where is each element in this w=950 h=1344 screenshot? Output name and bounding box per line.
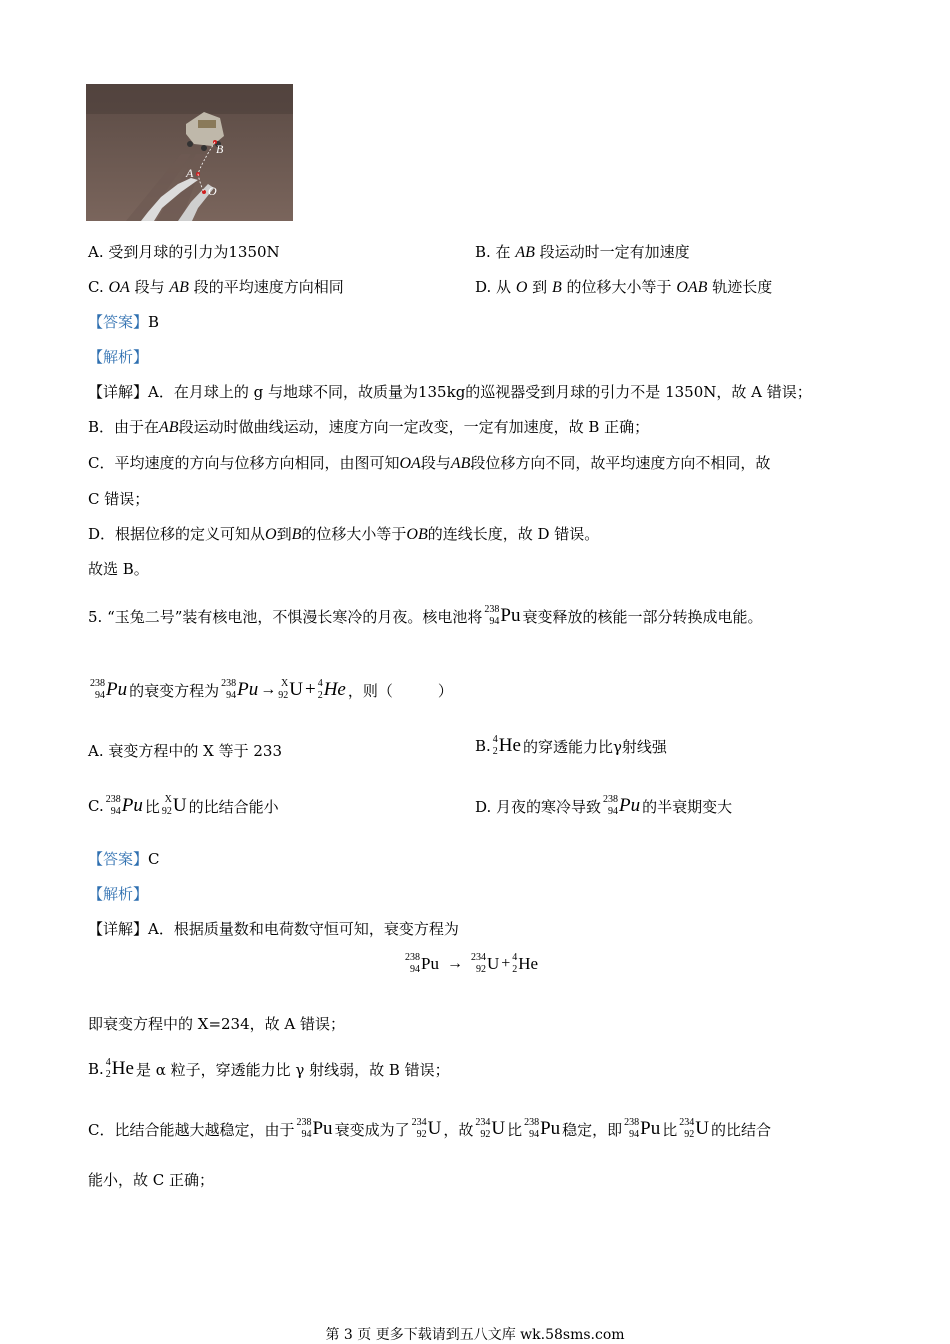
point-a-label: A	[186, 166, 194, 180]
text: 的连线长度，故 D 错误。	[427, 525, 600, 543]
mass: 234	[475, 1117, 491, 1128]
point-o-label: O	[208, 184, 217, 198]
text: 的衰变方程为	[129, 681, 220, 700]
q4-option-d	[475, 276, 772, 297]
q4-detail-c	[88, 452, 770, 473]
q4-detail-c-cont: C 错误；	[88, 490, 150, 508]
charge: 92	[475, 964, 486, 975]
text: C．平均速度的方向与位移方向相同，由图可知	[88, 454, 400, 472]
var: B	[551, 279, 562, 296]
mass: 238	[524, 1117, 540, 1128]
pu-nuclide	[90, 678, 127, 702]
symbol: U	[289, 679, 303, 700]
var: OA	[399, 455, 421, 472]
symbol: U	[172, 795, 187, 816]
symbol: Pu	[121, 795, 143, 816]
symbol: U	[695, 1118, 709, 1139]
var: AB	[450, 455, 471, 472]
q5-detail-b	[88, 1053, 450, 1085]
u-nuclide	[412, 1117, 442, 1141]
q5-option-a: A. 衰变方程中的 X 等于 233	[88, 742, 282, 760]
charge: 94	[529, 1129, 540, 1140]
symbol: Pu	[312, 1118, 333, 1139]
charge: 94	[489, 616, 500, 627]
text: 比	[507, 1120, 523, 1139]
text: B．由于在	[88, 418, 160, 436]
he-nuclide	[106, 1057, 134, 1081]
var: OB	[406, 526, 428, 543]
mass: 238	[221, 678, 237, 689]
text: C．比结合能越大越稳定，由于	[88, 1120, 295, 1139]
charge: 92	[278, 690, 289, 701]
q5-equation-line	[88, 674, 453, 706]
symbol: Pu	[237, 679, 259, 700]
text: 到	[532, 278, 548, 296]
q5-option-d	[475, 790, 732, 822]
text: 比	[662, 1120, 678, 1139]
symbol: Pu	[540, 1118, 561, 1139]
answer-value: C	[148, 850, 160, 868]
symbol: Pu	[421, 954, 439, 973]
pu-nuclide	[296, 1117, 332, 1141]
q4-answer	[88, 311, 159, 332]
lunar-rover-photo	[86, 84, 293, 221]
var: OAB	[676, 279, 708, 296]
symbol: Pu	[619, 795, 641, 816]
charge: 94	[301, 1129, 312, 1140]
q5-detail-a-result: 即衰变方程中的 X=234，故 A 错误；	[88, 1015, 346, 1033]
charge: 92	[480, 1129, 491, 1140]
text: 到	[276, 525, 292, 543]
he-nuclide	[493, 734, 521, 758]
mass: 238	[105, 794, 121, 805]
symbol: He	[518, 954, 539, 973]
page-footer: 第 3 页 更多下载请到五八文库 wk.58sms.com	[325, 1327, 625, 1343]
text: ，则（ ）	[347, 681, 453, 700]
q4-detail-d	[88, 523, 599, 544]
arrow: →	[446, 955, 463, 972]
pu-nuclide	[484, 604, 520, 628]
q5-option-c	[88, 790, 279, 822]
q5-detail-c-cont: 能小，故 C 正确；	[88, 1171, 215, 1189]
text: C.	[88, 797, 104, 815]
pu-nuclide	[524, 1117, 560, 1141]
charge: 2	[317, 690, 323, 701]
text: B.	[475, 737, 491, 755]
text: 衰变释放的核能一部分转换成电能。	[522, 607, 763, 626]
charge: 94	[410, 964, 420, 975]
mass: 4	[492, 734, 498, 745]
q5-decay-equation	[403, 948, 540, 980]
charge: 94	[95, 690, 105, 701]
point-b-label: B	[216, 142, 224, 156]
text: 的穿透能力比γ射线强	[522, 737, 667, 756]
q5-answer	[88, 848, 160, 869]
text: B.	[88, 1060, 104, 1078]
text: 段与	[134, 278, 165, 296]
var: O	[265, 526, 277, 543]
symbol: Pu	[500, 605, 521, 626]
text: 段位移方向不同，故平均速度方向不相同，故	[470, 454, 771, 472]
pu-nuclide	[405, 952, 439, 976]
q4-option-a	[88, 241, 280, 262]
text: 的半衰期变大	[642, 797, 733, 816]
u-nuclide	[162, 794, 187, 818]
charge: 2	[512, 964, 518, 975]
symbol: He	[323, 679, 346, 700]
q4-option-a-text: A. 受到月球的引力为1350N	[88, 243, 280, 261]
text: 段运动时做曲线运动，速度方向一定改变，一定有加速度，故 B 正确；	[178, 418, 650, 436]
charge: 2	[105, 1069, 111, 1080]
mass: X	[281, 678, 289, 689]
mass: 4	[105, 1057, 111, 1068]
symbol: Pu	[640, 1118, 661, 1139]
he-nuclide	[512, 952, 538, 976]
mass: 238	[405, 952, 420, 963]
symbol: He	[111, 1058, 134, 1079]
mass: 4	[317, 678, 323, 689]
text: 轨迹长度	[712, 278, 773, 296]
text: 段的平均速度方向相同	[193, 278, 344, 296]
charge: 92	[161, 806, 172, 817]
mass: 238	[484, 604, 500, 615]
symbol: U	[486, 954, 500, 973]
var: AB	[515, 244, 535, 261]
answer-tag: 【答案】	[88, 313, 149, 331]
q5-analysis-tag: 【解析】	[88, 885, 149, 903]
u-nuclide	[471, 952, 499, 976]
mass: 238	[603, 794, 619, 805]
var: OA	[108, 279, 130, 296]
text: C.	[88, 278, 104, 296]
text: 稳定，即	[562, 1120, 623, 1139]
text: 的位移大小等于	[566, 278, 672, 296]
u-nuclide	[679, 1117, 709, 1141]
mass: 238	[296, 1117, 312, 1128]
plus: +	[501, 955, 511, 972]
q5-detail-a: 【详解】A．根据质量数和电荷数守恒可知，衰变方程为	[88, 920, 459, 938]
mass: 4	[512, 952, 518, 963]
charge: 94	[608, 806, 619, 817]
answer-value: B	[148, 313, 160, 331]
symbol: U	[491, 1118, 506, 1139]
answer-tag: 【答案】	[88, 850, 149, 868]
text: D．根据位移的定义可知从	[88, 525, 266, 543]
q5-option-b	[475, 730, 667, 762]
q4-option-c	[88, 276, 344, 297]
he-nuclide	[318, 678, 346, 702]
arrow: →	[260, 681, 277, 698]
mass: 234	[411, 1117, 427, 1128]
pu-nuclide	[603, 794, 640, 818]
q4-analysis-tag: 【解析】	[88, 348, 149, 366]
q4-detail-b	[88, 416, 649, 437]
symbol: Pu	[106, 679, 128, 700]
q4-option-b	[475, 241, 690, 262]
mass: 238	[624, 1117, 640, 1128]
plus: +	[304, 679, 316, 700]
text: 的位移大小等于	[301, 525, 407, 543]
charge: 92	[684, 1129, 695, 1140]
symbol: U	[427, 1118, 442, 1139]
var: AB	[169, 279, 189, 296]
mass: 234	[679, 1117, 695, 1128]
pu-nuclide	[106, 794, 143, 818]
q5-detail-c	[88, 1113, 771, 1145]
charge: 94	[226, 690, 237, 701]
text: ，故	[443, 1120, 474, 1139]
charge: 94	[629, 1129, 640, 1140]
text: 的比结合	[711, 1120, 772, 1139]
charge: 94	[110, 806, 121, 817]
symbol: He	[498, 735, 521, 756]
text: 衰变成为了	[334, 1120, 410, 1139]
charge: 92	[416, 1129, 427, 1140]
u-nuclide	[475, 1117, 505, 1141]
pu-nuclide	[221, 678, 258, 702]
text: 5. “玉兔二号”装有核电池，不惧漫长寒冷的月夜。核电池将	[88, 607, 483, 626]
q5-stem	[88, 600, 763, 632]
charge: 2	[492, 746, 498, 757]
pu-nuclide	[624, 1117, 660, 1141]
text: 段与	[420, 454, 451, 472]
text: D. 从	[475, 278, 512, 296]
var: AB	[159, 419, 179, 436]
q4-conclusion: 故选 B。	[88, 560, 149, 578]
text: 是 α 粒子，穿透能力比 γ 射线弱，故 B 错误；	[135, 1060, 450, 1079]
text: 段运动时一定有加速度	[539, 243, 690, 261]
mass: 238	[90, 678, 105, 689]
text: 的比结合能小	[188, 797, 279, 816]
var: B	[291, 526, 302, 543]
u-nuclide	[278, 678, 303, 702]
text: 比	[144, 797, 160, 816]
text: B. 在	[475, 243, 511, 261]
mass: 234	[470, 952, 486, 963]
var: O	[515, 279, 528, 296]
text: D. 月夜的寒冷导致	[475, 797, 602, 816]
q4-detail-a: 【详解】A．在月球上的 g 与地球不同，故质量为135kg的巡视器受到月球的引力不是 1350N，故 A 错误；	[88, 383, 812, 401]
mass: X	[164, 794, 172, 805]
